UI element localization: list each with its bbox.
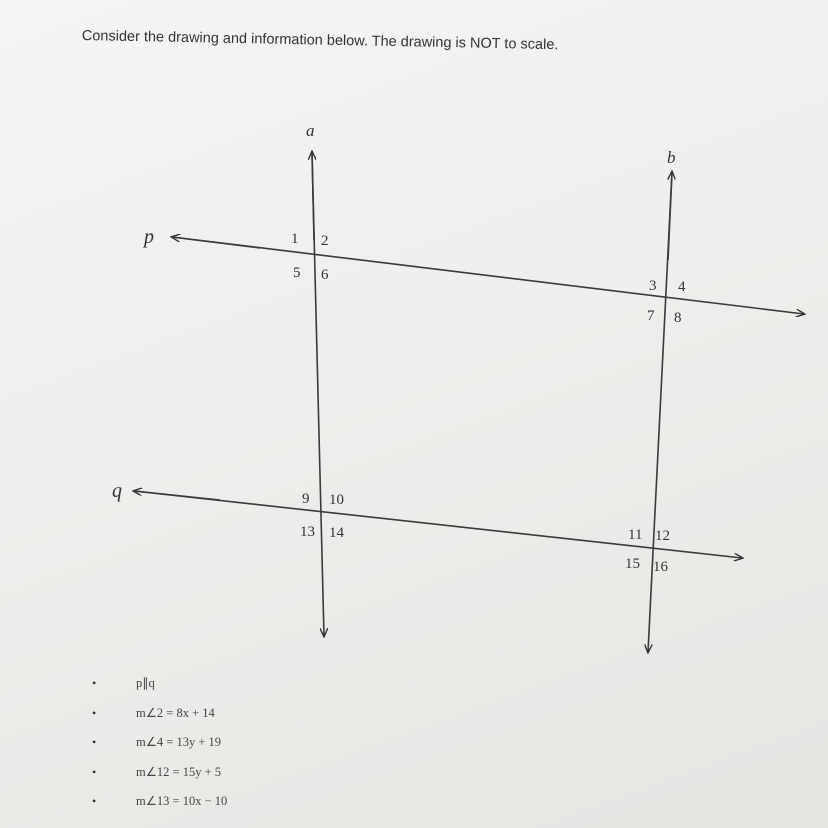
angle-label-10: 10 [329,492,344,508]
angle-label-4: 4 [678,279,686,295]
bullet-marker: • [92,794,97,808]
bullet-marker: • [92,676,97,690]
given-text: m∠4 = 13y + 19 [136,735,222,749]
angle-label-12: 12 [655,528,670,544]
angle-label-9: 9 [302,491,310,507]
angle-label-7: 7 [647,308,655,324]
line-label-q: q [112,480,122,502]
given-text: m∠13 = 10x − 10 [136,794,228,808]
angle-label-15: 15 [625,556,640,572]
angle-label-13: 13 [300,524,315,540]
angle-label-2: 2 [321,233,329,249]
angle-label-3: 3 [649,278,657,294]
angle-label-16: 16 [653,559,668,575]
given-text: p∥q [136,676,155,690]
given-text: m∠12 = 15y + 5 [136,764,222,779]
line-label-b: b [667,148,676,167]
angle-label-14: 14 [329,525,344,541]
given-angle-12-expression [92,765,227,795]
bullet-marker: • [92,735,97,749]
line-p [172,237,804,314]
line-b-top-arrow [668,172,672,260]
bullet-marker: • [92,705,97,720]
line-a-top-arrow [312,152,314,240]
line-label-a: a [306,121,315,140]
given-parallel-statement [92,676,227,706]
angle-label-6: 6 [321,267,329,283]
line-q [134,491,742,558]
angle-label-5: 5 [293,265,301,281]
given-information-list [92,676,227,824]
line-label-p: p [144,226,154,248]
bullet-marker: • [92,764,97,779]
angle-label-1: 1 [291,231,299,247]
line-p-left-arrow [172,237,260,248]
instructions-text: Consider the drawing and information below. The drawing is NOT to scale. [81,28,559,54]
angle-label-11: 11 [628,527,643,543]
given-text: m∠2 = 8x + 14 [136,705,215,720]
given-angle-13-expression [92,794,227,824]
line-q-left-arrow [134,491,220,500]
given-angle-2-expression [92,706,227,736]
given-angle-4-expression [92,735,227,765]
angle-label-8: 8 [674,310,682,326]
